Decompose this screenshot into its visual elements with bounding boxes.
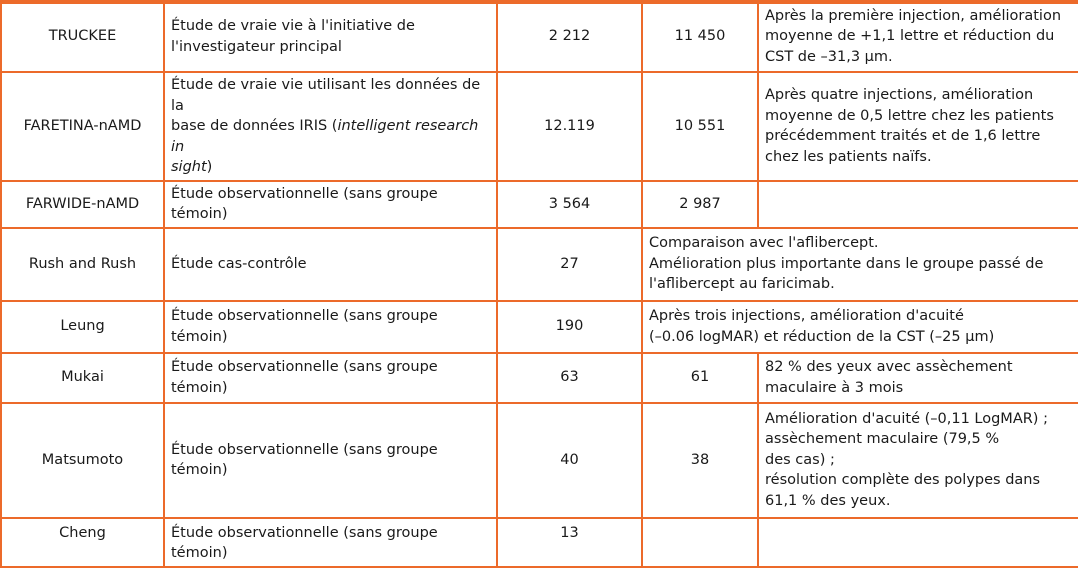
- study-name: Cheng: [1, 518, 164, 567]
- count-1: 2 212: [497, 1, 642, 72]
- count-2: 11 450: [642, 1, 758, 72]
- table-row-cheng: [1, 518, 1078, 567]
- count-1: 190: [497, 301, 642, 353]
- study-result: Après trois injections, amélioration d'acuité (–0.06 logMAR) et réduction de la CST (–25 µm): [642, 301, 1078, 353]
- study-type: Étude de vraie vie à l'initiative de l'investigateur principal: [164, 1, 497, 72]
- count-1: 12.119: [497, 72, 642, 181]
- study-name: Mukai: [1, 353, 164, 403]
- study-name: Rush and Rush: [1, 228, 164, 301]
- study-result: Comparaison avec l'aflibercept. Amélioration plus importante dans le groupe passé de l'aflibercept au faricimab.: [642, 228, 1078, 301]
- study-result: 82 % des yeux avec assèchement maculaire à 3 mois: [758, 353, 1078, 403]
- study-result: [758, 181, 1078, 228]
- count-2: 2 987: [642, 181, 758, 228]
- count-2: [642, 518, 758, 567]
- count-2: 61: [642, 353, 758, 403]
- table-row-faretina: [1, 72, 1078, 181]
- study-result: Après quatre injections, amélioration moyenne de 0,5 lettre chez les patients précédemment traités et de 1,6 lettre chez les patients naïfs.: [758, 72, 1078, 181]
- study-name: FARWIDE-nAMD: [1, 181, 164, 228]
- table-row-mukai: [1, 353, 1078, 403]
- study-name: TRUCKEE: [1, 1, 164, 72]
- study-type: Étude observationnelle (sans groupe témoin): [164, 518, 497, 567]
- study-result: Après la première injection, amélioration moyenne de +1,1 lettre et réduction du CST de –31,3 µm.: [758, 1, 1078, 72]
- count-1: 63: [497, 353, 642, 403]
- count-2: 10 551: [642, 72, 758, 181]
- count-1: 27: [497, 228, 642, 301]
- study-type: Étude observationnelle (sans groupe témoin): [164, 353, 497, 403]
- count-2: 38: [642, 403, 758, 518]
- count-1: 40: [497, 403, 642, 518]
- table-row-leung: [1, 301, 1078, 353]
- study-result: Amélioration d'acuité (–0,11 LogMAR) ; assèchement maculaire (79,5 % des cas) ; résolution complète des polypes dans 61,1 % des yeux.: [758, 403, 1078, 518]
- study-name: FARETINA-nAMD: [1, 72, 164, 181]
- study-result: [758, 518, 1078, 567]
- table-row-truckee: [1, 1, 1078, 72]
- table-row-rush: [1, 228, 1078, 301]
- study-name: Leung: [1, 301, 164, 353]
- table-row-matsumoto: [1, 403, 1078, 518]
- table-row-farwide: [1, 181, 1078, 228]
- count-1: 3 564: [497, 181, 642, 228]
- study-type: Étude observationnelle (sans groupe témoin): [164, 181, 497, 228]
- study-type: Étude observationnelle (sans groupe témoin): [164, 403, 497, 518]
- study-type: Étude de vraie vie utilisant les données de la base de données IRIS (intelligent research in sight): [164, 72, 497, 181]
- study-type: Étude cas-contrôle: [164, 228, 497, 301]
- study-type: Étude observationnelle (sans groupe témoin): [164, 301, 497, 353]
- study-name: Matsumoto: [1, 403, 164, 518]
- count-1: 13: [497, 518, 642, 567]
